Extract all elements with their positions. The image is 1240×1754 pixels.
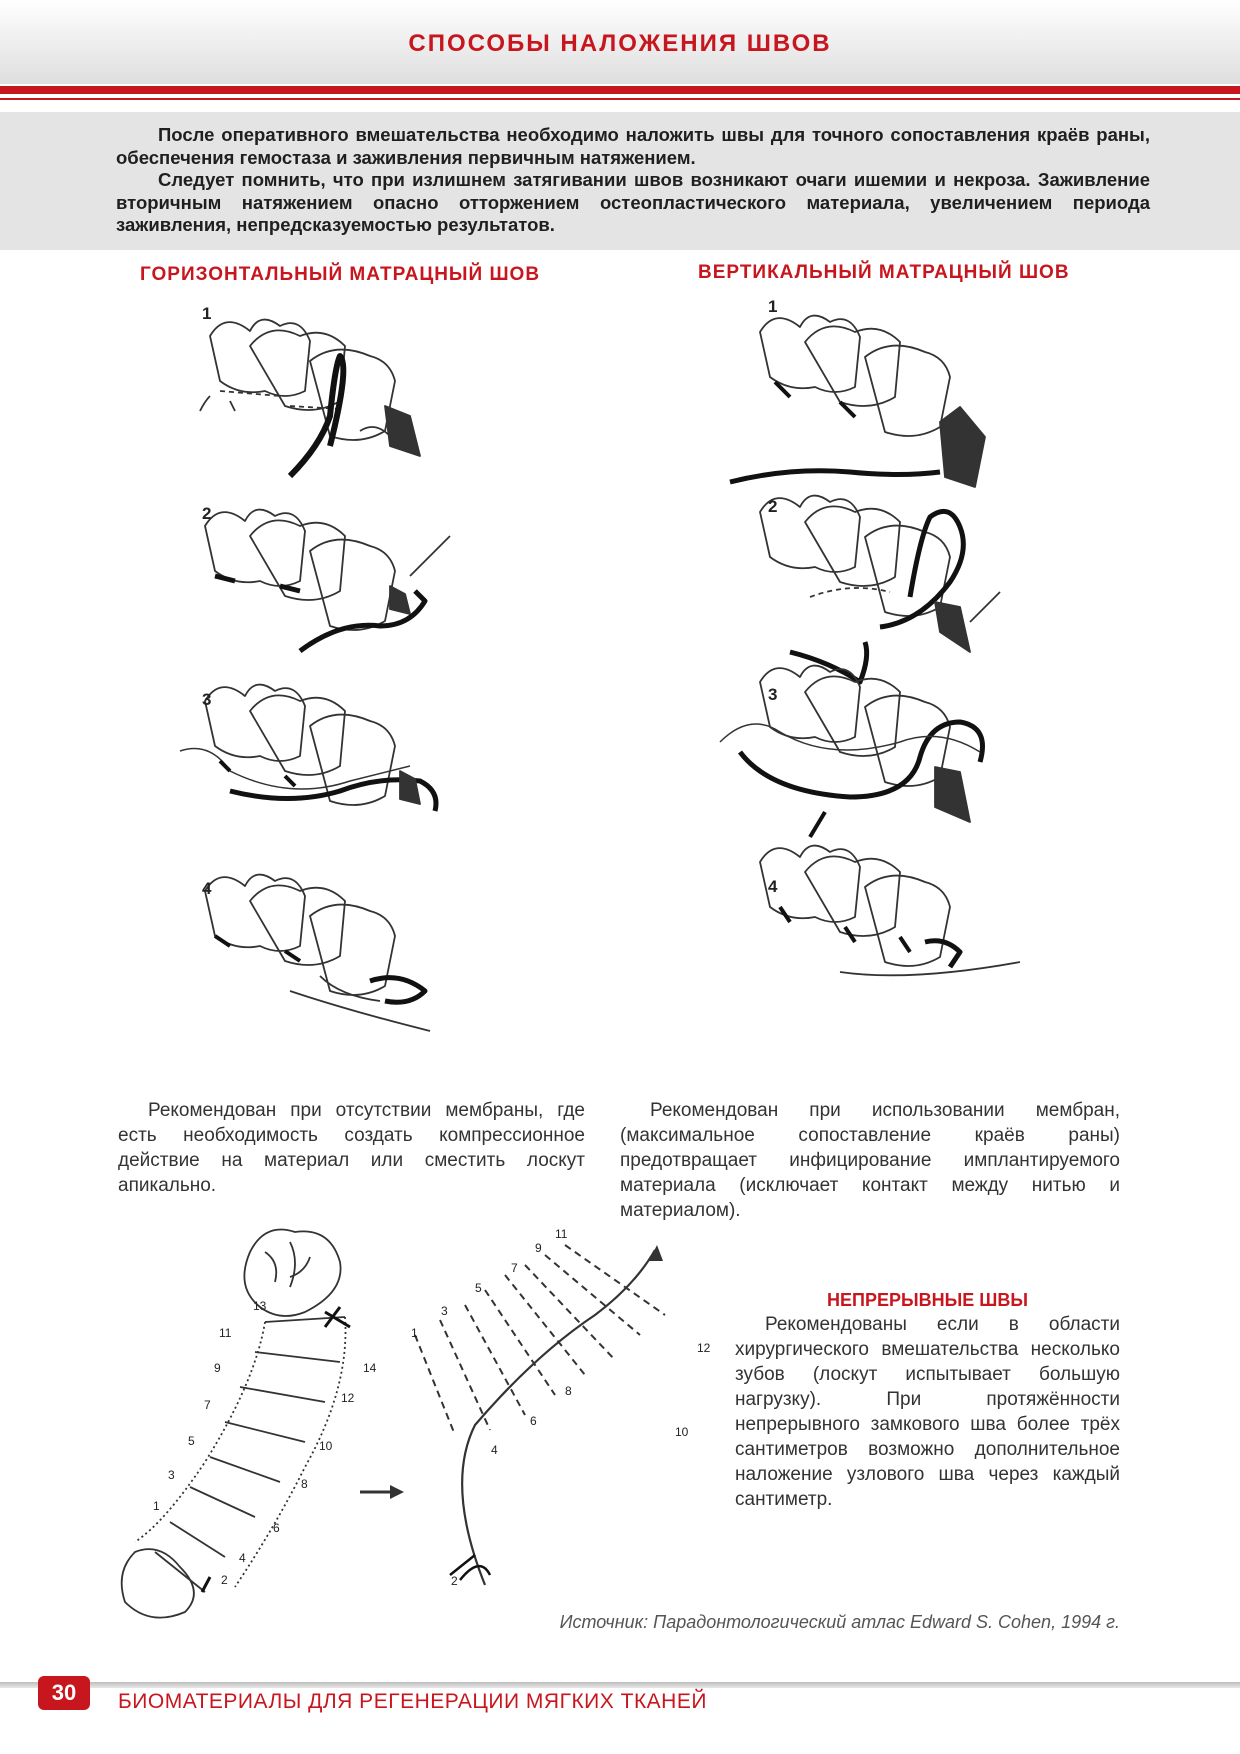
arch-label-7: 7: [204, 1398, 211, 1412]
header-divider: [0, 86, 1240, 94]
arrow-up-icon: [649, 1245, 663, 1261]
locked-label-10: 10: [675, 1425, 689, 1439]
locked-label-12: 12: [697, 1341, 711, 1355]
locked-label-1: 1: [411, 1326, 418, 1340]
locked-label-4: 4: [491, 1443, 498, 1457]
vertical-step-label-1: 1: [768, 297, 778, 316]
continuous-sutures-paragraph: Рекомендованы если в области хирургического вмешательства несколько зубов (лоскут испытывает большую нагрузку). При протяжённости непрерывного замкового шва более трёх сантиметров возможно дополнительное наложение узлового шва через каждый сантиметр.: [735, 1314, 1120, 1510]
locked-label-7: 7: [511, 1261, 518, 1275]
locked-label-3: 3: [441, 1304, 448, 1318]
arch-label-6: 6: [273, 1521, 280, 1535]
horizontal-step-label-2: 2: [202, 504, 212, 523]
footer-title: БИОМАТЕРИАЛЫ ДЛЯ РЕГЕНЕРАЦИИ МЯГКИХ ТКАНЕЙ: [118, 1690, 707, 1713]
horizontal-caption-text: Рекомендован при отсутствии мембраны, где есть необходимость создать компрессионное действие на материал или сместить лоскут апикально.: [118, 1100, 585, 1196]
source-citation: Источник: Парадонтологический атлас Edward S. Cohen, 1994 г.: [559, 1612, 1120, 1632]
page-title: СПОСОБЫ НАЛОЖЕНИЯ ШВОВ: [408, 30, 832, 57]
page-number-badge: 30: [38, 1676, 90, 1710]
continuous-sutures-text: [735, 1312, 1120, 1512]
arch-label-8: 8: [301, 1477, 308, 1491]
premolar-crown-drawing: [122, 1549, 194, 1617]
vertical-suture-caption: [620, 1098, 1120, 1223]
intro-paragraph-2: Следует помнить, что при излишнем затягивании швов возникают очаги ишемии и некроза. Заживление вторичным натяжением опасно отторжением остеопластического материала, увеличением периода заживления, непредсказуемостью результатов.: [116, 169, 1150, 235]
locked-label-5: 5: [475, 1281, 482, 1295]
arch-label-11: 11: [219, 1326, 232, 1340]
arch-label-14: 14: [363, 1361, 377, 1375]
arch-label-4: 4: [239, 1551, 246, 1565]
intro-paragraph-1: После оперативного вмешательства необходимо наложить швы для точного сопоставления краёв раны, обеспечения гемостаза и заживления первичным натяжением.: [116, 124, 1150, 168]
horizontal-suture-illustration: [190, 296, 510, 1086]
continuous-sutures-title: НЕПРЕРЫВНЫЕ ШВЫ: [827, 1290, 1028, 1310]
arch-label-3: 3: [168, 1468, 175, 1482]
vertical-step-4-drawing: [760, 812, 1020, 975]
horizontal-step-4-drawing: [205, 875, 430, 1031]
arch-label-9: 9: [214, 1361, 221, 1375]
continuous-suture-arch-diagram: [115, 1222, 395, 1622]
continuous-locked-suture-diagram: [405, 1227, 725, 1600]
vertical-step-label-4: 4: [768, 877, 778, 896]
arrow-right-icon: [358, 1480, 408, 1504]
horizontal-step-label-1: 1: [202, 304, 212, 323]
horizontal-step-2-drawing: [205, 510, 450, 651]
vertical-step-label-2: 2: [768, 497, 778, 516]
horizontal-step-3-drawing: [180, 685, 436, 811]
arch-label-1: 1: [153, 1499, 160, 1513]
footer-divider: [0, 1682, 1240, 1688]
horizontal-step-label-3: 3: [202, 690, 212, 709]
vertical-step-3-drawing: [720, 666, 983, 822]
arch-label-12: 12: [341, 1391, 355, 1405]
locked-label-2: 2: [451, 1574, 458, 1588]
horizontal-step-label-4: 4: [202, 879, 212, 898]
vertical-suture-title: ВЕРТИКАЛЬНЫЙ МАТРАЦНЫЙ ШОВ: [698, 262, 1070, 283]
vertical-step-2-drawing: [760, 496, 1000, 682]
arch-label-10: 10: [319, 1439, 333, 1453]
horizontal-step-1-drawing: [200, 320, 420, 476]
vertical-suture-illustration: [730, 292, 1060, 1082]
arch-label-5: 5: [188, 1434, 195, 1448]
horizontal-suture-title: ГОРИЗОНТАЛЬНЫЙ МАТРАЦНЫЙ ШОВ: [140, 264, 541, 285]
locked-label-9: 9: [535, 1241, 542, 1255]
horizontal-suture-caption: [118, 1098, 585, 1198]
arch-label-13: 13: [253, 1299, 267, 1313]
arch-label-2: 2: [221, 1573, 228, 1587]
locked-label-11: 11: [555, 1227, 568, 1241]
vertical-step-1-drawing: [730, 316, 985, 487]
vertical-step-label-3: 3: [768, 685, 778, 704]
intro-box: [0, 112, 1240, 250]
vertical-caption-text: Рекомендован при использовании мембран, (максимальное сопоставление краёв раны) предотвращает инфицирование имплантируемого материала (исключает контакт между нитью и материалом).: [620, 1100, 1120, 1221]
header-divider-thin: [0, 98, 1240, 100]
locked-label-6: 6: [530, 1414, 537, 1428]
locked-label-8: 8: [565, 1384, 572, 1398]
